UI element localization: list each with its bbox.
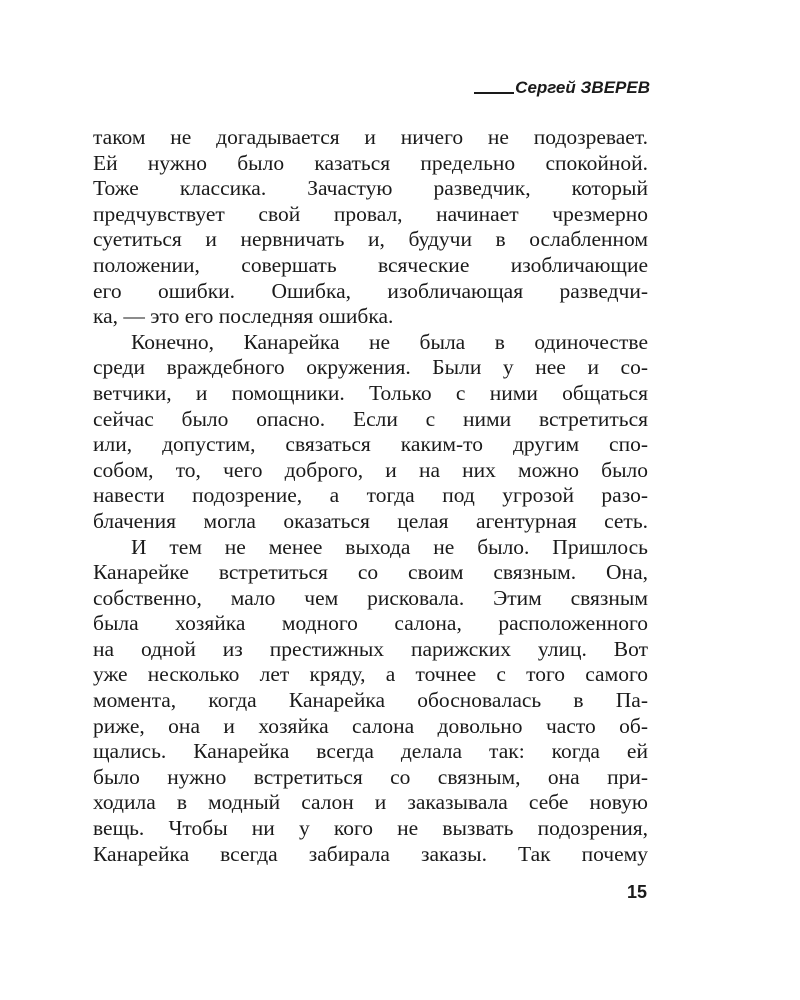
text-line: ка, — это его последняя ошибка. <box>93 304 394 329</box>
text-line: сейчас было опасно. Если с ними встретиться <box>93 406 648 431</box>
text-line: или, допустим, связаться каким-то другим спо- <box>93 432 648 457</box>
text-line: суетиться и нервничать и, будучи в ослабленном <box>93 227 648 252</box>
text-line: момента, когда Канарейка обосновалась в Па- <box>93 688 648 713</box>
body-text <box>93 125 648 867</box>
header-rule <box>474 92 514 94</box>
text-line: ветчики, и помощники. Только с ними общаться <box>93 380 648 405</box>
text-line: блачения могла оказаться целая агентурная сеть. <box>93 508 648 533</box>
text-line: среди враждебного окружения. Были у нее и со- <box>93 355 648 380</box>
text-line: на одной из престижных парижских улиц. Вот <box>93 636 648 661</box>
text-line: таком не догадывается и ничего не подозревает. <box>93 125 648 149</box>
header-author: Сергей ЗВЕРЕВ <box>515 78 650 97</box>
text-line: уже несколько лет кряду, а точнее с того самого <box>93 662 648 687</box>
text-line: вещь. Чтобы ни у кого не вызвать подозрения, <box>93 816 648 841</box>
text-line: собственно, мало чем рисковала. Этим связным <box>93 585 648 610</box>
text-line: И тем не менее выхода не было. Пришлось <box>131 534 648 559</box>
text-line: навести подозрение, а тогда под угрозой разо- <box>93 483 648 508</box>
text-line: предчувствует свой провал, начинает чрезмерно <box>93 201 648 226</box>
text-line: Канарейке встретиться со своим связным. Она, <box>93 560 648 585</box>
text-line: ходила в модный салон и заказывала себе новую <box>93 790 648 815</box>
text-line: Тоже классика. Зачастую разведчик, который <box>93 176 648 201</box>
text-line: Канарейка всегда забирала заказы. Так почему <box>93 841 648 866</box>
running-header <box>474 78 650 98</box>
text-line: Конечно, Канарейка не была в одиночестве <box>131 329 648 354</box>
text-line: щались. Канарейка всегда делала так: когда ей <box>93 739 648 764</box>
text-line: была хозяйка модного салона, расположенного <box>93 611 648 636</box>
text-line: собом, то, чего доброго, и на них можно было <box>93 457 648 482</box>
text-line: положении, совершать всяческие изобличающие <box>93 252 648 277</box>
text-line: его ошибки. Ошибка, изобличающая разведчи- <box>93 278 648 303</box>
text-line: риже, она и хозяйка салона довольно часто об- <box>93 713 648 738</box>
text-line: Ей нужно было казаться предельно спокойной. <box>93 150 648 175</box>
text-line: было нужно встретиться со связным, она при- <box>93 764 648 789</box>
page-number: 15 <box>626 882 647 902</box>
